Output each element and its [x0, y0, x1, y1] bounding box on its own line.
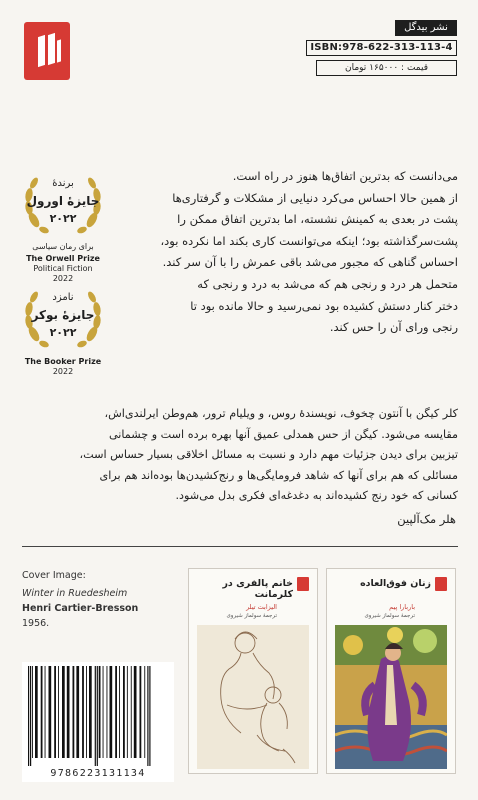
award-english-name: The Booker Prize	[24, 357, 102, 366]
blurb-paragraph	[150, 166, 458, 339]
publisher-logo	[24, 22, 70, 80]
blurb-line: پشت در بعدی به کمینش نشسته، اما بدترین اتفاق ممکن را	[177, 212, 458, 227]
publisher-name: نشر بیدگل	[395, 20, 457, 36]
barcode-bar	[86, 666, 87, 758]
barcode-bar	[147, 666, 148, 766]
sketch-illustration	[197, 625, 309, 769]
award-booker	[8, 284, 118, 376]
isbn-box: ISBN:978-622-313-113-4	[306, 40, 457, 56]
barcode-number: 9786223131134	[22, 768, 174, 779]
award-english-year: 2022	[52, 367, 74, 376]
barcode-bar	[67, 666, 70, 758]
award-category: برای رمان سیاسی	[32, 242, 94, 251]
barcode-bar	[144, 666, 145, 758]
related-book-cover[interactable]	[188, 568, 318, 774]
review-paragraph	[22, 404, 458, 507]
award-name: جایزهٔ بوکر	[31, 308, 95, 322]
laurel-wreath-icon	[20, 284, 106, 354]
book-title: زنان فوق‌العاده	[360, 578, 431, 589]
book-translator: ترجمهٔ سولماز شیروی	[364, 613, 415, 619]
cover-credit-artist: Henri Cartier-Bresson	[22, 603, 139, 614]
barcode-bar	[97, 666, 98, 766]
barcode-bar	[28, 666, 29, 766]
blurb-line: از همین حالا احساس می‌کرد دنیایی از مشکلات و گرفتاری‌ها	[172, 190, 458, 205]
painting-illustration	[335, 625, 447, 769]
award-status: نامزد	[52, 292, 74, 303]
barcode-bar	[107, 666, 108, 758]
barcode-bar	[41, 666, 43, 758]
barcode-bar	[99, 666, 101, 758]
barcode-bar	[115, 666, 117, 758]
book-author: باربارا پیم	[389, 603, 415, 611]
laurel-wreath-icon	[20, 170, 106, 240]
barcode-bar	[54, 666, 56, 758]
award-year: ۲۰۲۲	[49, 212, 77, 225]
review-line: کلر کیگن با آنتون چخوف، نویسندهٔ روس، و ویلیام ترور، هم‌وطن ایرلندی‌اش،	[104, 407, 458, 420]
book-title: خانم پالفری در کلرمانت	[222, 578, 293, 600]
barcode-bar	[140, 666, 142, 758]
related-book-cover[interactable]	[326, 568, 456, 774]
barcode-bar	[58, 666, 59, 758]
barcode-bar	[73, 666, 75, 758]
review-line: کسانی که خود رنج کشیده‌اند به دغدغه‌ای فکری بدل می‌شود.	[175, 489, 458, 502]
blurb-line: می‌دانست که بدترین اتفاق‌ها هنوز در راه است.	[232, 169, 458, 183]
section-divider	[22, 546, 458, 547]
barcode-bar	[131, 666, 132, 758]
price-box: قیمت : ۱۶۵۰۰۰ تومان	[316, 60, 457, 76]
award-year: ۲۰۲۲	[49, 326, 77, 339]
review-line: مقایسه می‌شود. کیگن از حس همدلی عمیق آنها بهره برده است و چشمانی	[108, 427, 458, 441]
barcode-bar	[95, 666, 96, 766]
barcode-bar	[123, 666, 125, 758]
award-english-year: 2022	[52, 274, 74, 283]
book-translator: ترجمهٔ سولماز شیروی	[226, 613, 277, 619]
publisher-logo-mini	[297, 577, 309, 591]
barcode-bar	[62, 666, 65, 758]
review-author: هلر مک‌آلپین	[397, 512, 456, 526]
barcode-bar	[110, 666, 113, 758]
review-line: مسائلی که هم برای آنها که شاهد فرومایگی‌ها و رنج‌کشیدن‌ها بوده‌اند هم برای	[99, 468, 458, 482]
award-name: جایزهٔ اورول	[26, 194, 100, 208]
barcode-bar	[103, 666, 104, 758]
barcode-bar	[89, 666, 92, 758]
barcode-bar	[127, 666, 128, 758]
barcode-bar	[76, 666, 79, 758]
award-english-category: Political Fiction	[33, 264, 93, 273]
barcode-bar	[149, 666, 150, 766]
blurb-line: دختر کنار دستش کشیده بود نمی‌رسید و حالا مانده بود تا	[190, 298, 458, 313]
review-line: تیزبین برای دیدن جزئیات مهم دارد و نسبت به مسائل اخلاقی بسیار حساس است،	[79, 448, 458, 461]
barcode-bar	[35, 666, 38, 758]
award-english-name: The Orwell Prize	[26, 254, 100, 263]
blurb-line: پشت‌سرگذاشته بود؛ اینکه می‌توانست کاری بکند اما نکرده بود،	[160, 233, 458, 248]
barcode	[22, 662, 174, 782]
blurb-line: احساس گناهی که مجبور می‌شد باقی عمرش را با آن سر کند.	[162, 255, 458, 270]
barcode-bar	[32, 666, 33, 758]
book-author: الیزابت تیلر	[246, 603, 277, 611]
barcode-bar	[30, 666, 31, 766]
barcode-bar	[49, 666, 52, 758]
cover-credit-year: 1956.	[22, 618, 50, 629]
barcode-bar	[82, 666, 84, 758]
blurb-line: متحمل هر درد و رنجی هم که می‌شد به درد و رنجی که	[197, 276, 458, 291]
blurb-line: رنجی ورای آن را حس کند.	[329, 320, 458, 335]
award-orwell	[8, 170, 118, 283]
barcode-bar	[45, 666, 46, 758]
award-status: برندهٔ	[52, 178, 74, 189]
cover-credit-title: Winter in Ruedesheim	[22, 588, 128, 599]
barcode-bar	[134, 666, 137, 758]
cover-credit-label: Cover Image:	[22, 570, 86, 581]
publisher-logo-mini	[435, 577, 447, 591]
barcode-bar	[119, 666, 120, 758]
